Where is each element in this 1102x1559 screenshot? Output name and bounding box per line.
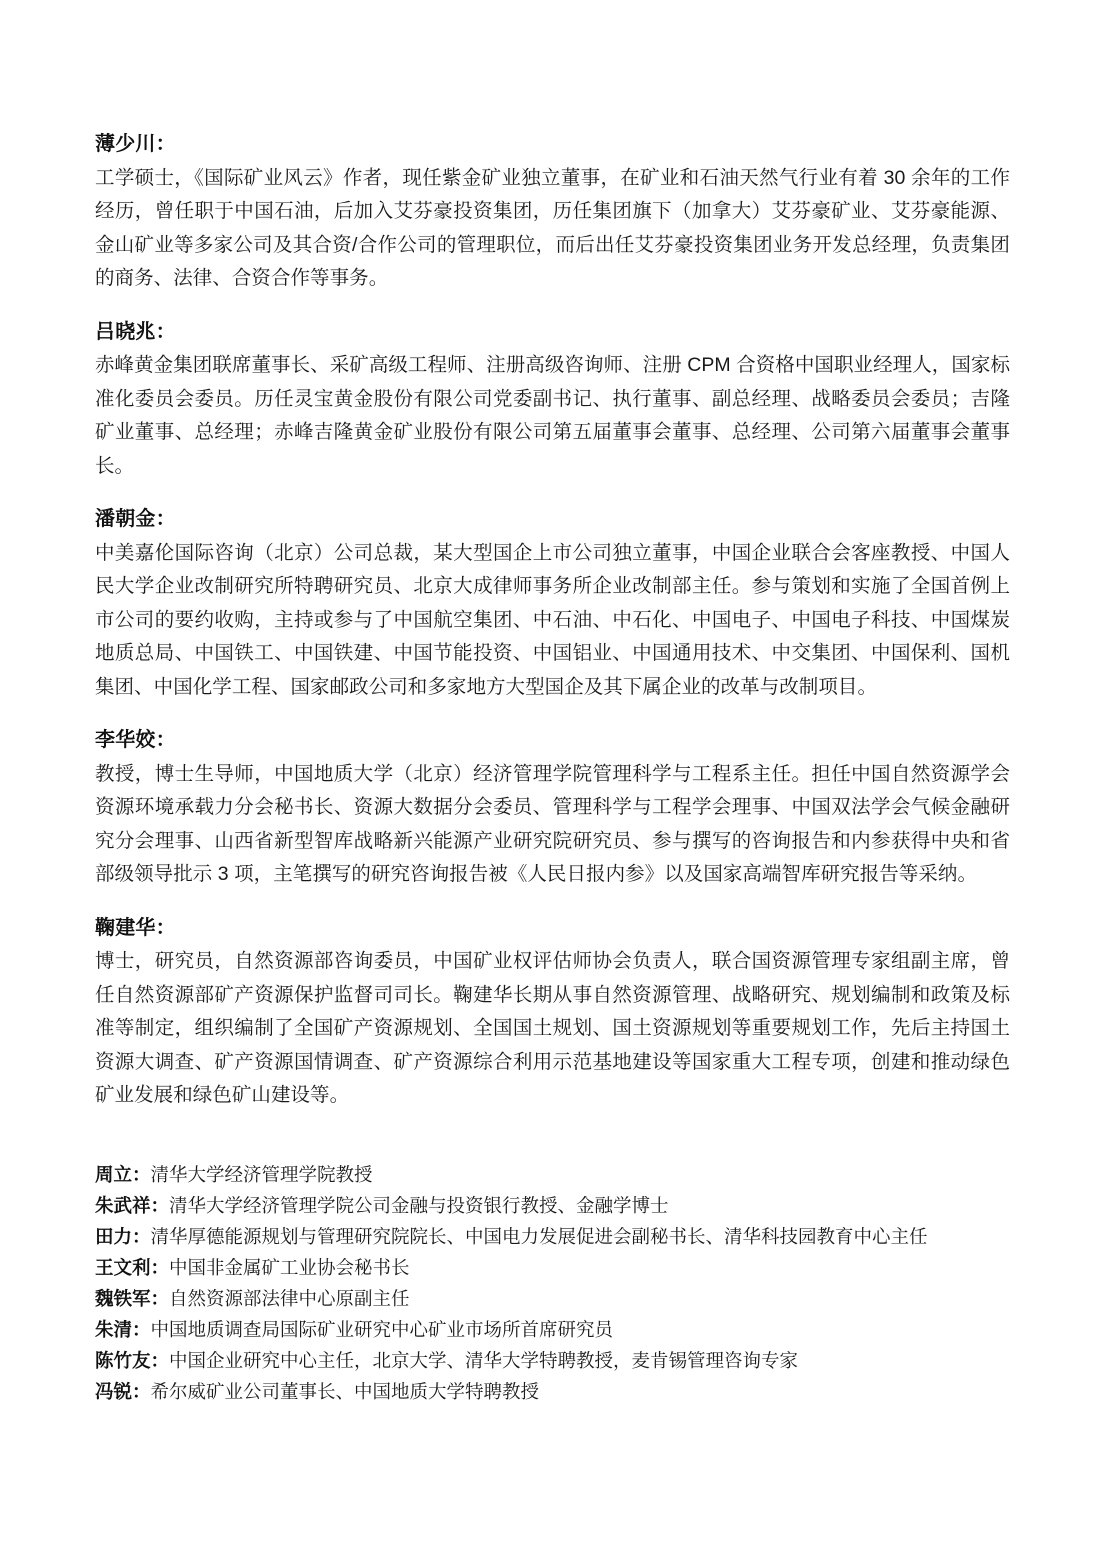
profile-bio: 教授，博士生导师，中国地质大学（北京）经济管理学院管理科学与工程系主任。担任中国自然资源学会资源环境承载力分会秘书长、资源大数据分会委员、管理科学与工程学会理事、中国双法学会气候金融研究分会理事、山西省新型智库战略新兴能源产业研究院研究员、参与撰写的咨询报告和内参获得中央和省部级领导批示 3 项，主笔撰写的研究咨询报告被《人民日报内参》以及国家高端智库研究报告等采纳。 <box>95 762 1010 885</box>
roster-item-name: 魏铁军： <box>95 1287 170 1309</box>
profile-name: 吕晓兆： <box>95 320 176 343</box>
roster-item-role: 清华大学经济管理学院公司金融与投资银行教授、金融学博士 <box>169 1194 669 1216</box>
profile-list <box>95 128 1010 1113</box>
roster-item <box>95 1252 1010 1283</box>
roster-list <box>95 1159 1010 1407</box>
roster-item <box>95 1314 1010 1345</box>
roster-item <box>95 1345 1010 1376</box>
roster-item-role: 中国地质调查局国际矿业研究中心矿业市场所首席研究员 <box>150 1318 614 1340</box>
roster-item-name: 朱清： <box>95 1318 151 1340</box>
roster-item-role: 自然资源部法律中心原副主任 <box>169 1287 410 1309</box>
profile-entry <box>95 912 1010 1113</box>
profile-entry <box>95 724 1010 892</box>
roster-item-name: 冯锐： <box>95 1380 151 1402</box>
roster-item-role: 清华厚德能源规划与管理研究院院长、中国电力发展促进会副秘书长、清华科技园教育中心主任 <box>150 1225 928 1247</box>
roster-item-role: 中国企业研究中心主任，北京大学、清华大学特聘教授，麦肯锡管理咨询专家 <box>169 1349 799 1371</box>
roster-item-name: 陈竹友： <box>95 1349 170 1371</box>
roster-item-name: 田力： <box>95 1225 151 1247</box>
profile-bio: 博士，研究员，自然资源部咨询委员，中国矿业权评估师协会负责人，联合国资源管理专家组副主席，曾任自然资源部矿产资源保护监督司司长。鞠建华长期从事自然资源管理、战略研究、规划编制和政策及标准等制定，组织编制了全国矿产资源规划、全国国土规划、国土资源规划等重要规划工作，先后主持国土资源大调查、矿产资源国情调查、矿产资源综合利用示范基地建设等国家重大工程专项，创建和推动绿色矿业发展和绿色矿山建设等。 <box>95 950 1010 1106</box>
profile-name: 李华姣： <box>95 729 176 751</box>
roster-item <box>95 1283 1010 1314</box>
roster-item-role: 中国非金属矿工业协会秘书长 <box>169 1256 410 1278</box>
profile-bio: 赤峰黄金集团联席董事长、采矿高级工程师、注册高级咨询师、注册 CPM 合资格中国职业经理人，国家标准化委员会委员。历任灵宝黄金股份有限公司党委副书记、执行董事、副总经理、战略委员会委员；吉隆矿业董事、总经理；赤峰吉隆黄金矿业股份有限公司第五届董事会董事、总经理、公司第六届董事会董事长。 <box>95 354 1010 477</box>
roster-item <box>95 1159 1010 1190</box>
roster-item-role: 清华大学经济管理学院教授 <box>150 1163 373 1185</box>
profile-name: 潘朝金： <box>95 508 176 530</box>
roster-item <box>95 1376 1010 1407</box>
roster-item-name: 朱武祥： <box>95 1194 170 1216</box>
profile-entry <box>95 316 1010 484</box>
profile-entry <box>95 128 1010 296</box>
profile-name: 鞠建华： <box>95 916 176 939</box>
profile-name: 薄少川： <box>95 133 176 155</box>
roster-item-name: 周立： <box>95 1163 151 1185</box>
roster-item-role: 希尔威矿业公司董事长、中国地质大学特聘教授 <box>150 1380 540 1402</box>
roster-item-name: 王文利： <box>95 1256 170 1278</box>
roster-item <box>95 1190 1010 1221</box>
profile-entry <box>95 503 1010 704</box>
roster-item <box>95 1221 1010 1252</box>
profile-bio: 中美嘉伦国际咨询（北京）公司总裁，某大型国企上市公司独立董事，中国企业联合会客座教授、中国人民大学企业改制研究所特聘研究员、北京大成律师事务所企业改制部主任。参与策划和实施了全国首例上市公司的要约收购，主持或参与了中国航空集团、中石油、中石化、中国电子、中国电子科技、中国煤炭地质总局、中国铁工、中国铁建、中国节能投资、中国铝业、中国通用技术、中交集团、中国保利、国机集团、中国化学工程、国家邮政公司和多家地方大型国企及其下属企业的改革与改制项目。 <box>95 541 1010 698</box>
profile-bio: 工学硕士，《国际矿业风云》作者，现任紫金矿业独立董事，在矿业和石油天然气行业有着 30 余年的工作经历，曾任职于中国石油，后加入艾芬豪投资集团，历任集团旗下（加拿大）艾芬豪矿业、艾芬豪能源、金山矿业等多家公司及其合资/合作公司的管理职位，而后出任艾芬豪投资集团业务开发总经理，负责集团的商务、法律、合资合作等事务。 <box>95 166 1010 289</box>
